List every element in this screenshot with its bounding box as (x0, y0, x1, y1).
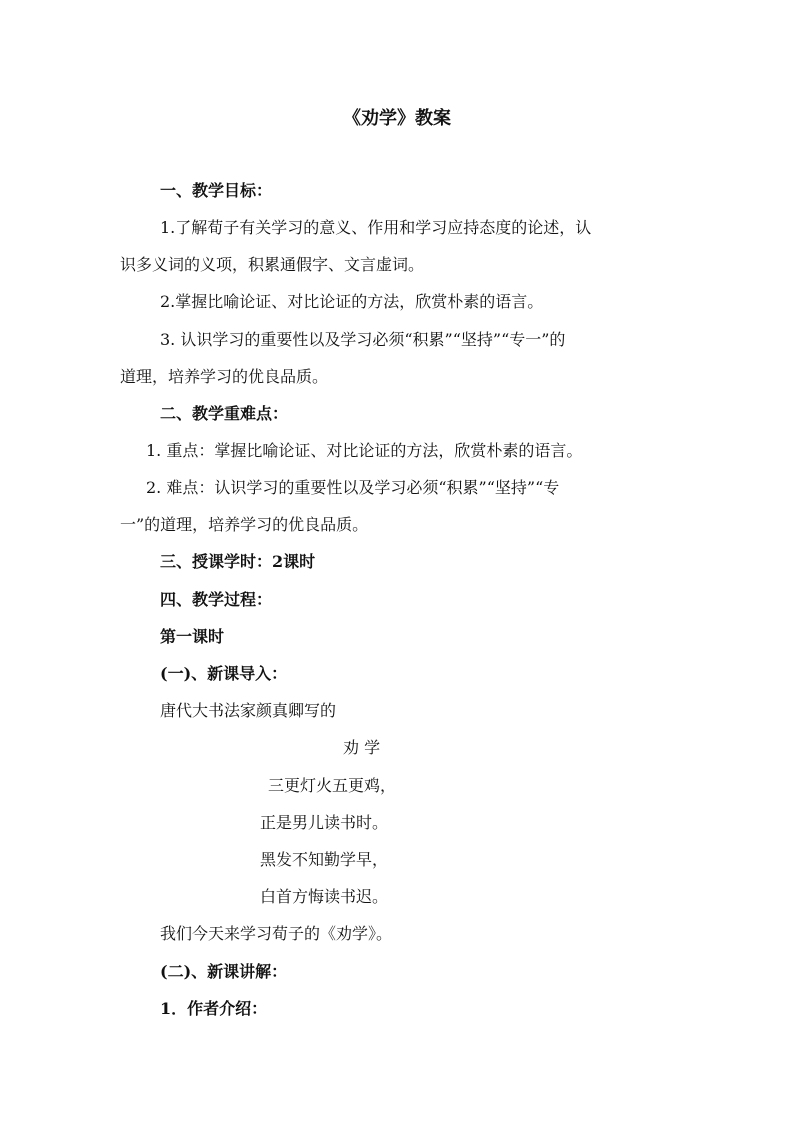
goals-item1-line2: 识多义词的义项，积累通假字、文言虚词。 (120, 255, 425, 274)
intro-end: 我们今天来学习荀子的《劝学》。 (160, 924, 393, 943)
hours-heading: 三、授课学时：2课时 (160, 552, 316, 571)
lecture-heading: (二)、新课讲解： (160, 962, 288, 981)
intro-heading: (一)、新课导入： (160, 664, 288, 683)
poem-title: 劝 学 (343, 738, 381, 757)
intro-text: 唐代大书法家颜真卿写的 (160, 701, 337, 720)
poem-line-1: 三更灯火五更鸡， (268, 776, 397, 795)
goals-heading: 一、教学目标： (160, 181, 273, 200)
author-heading: 1．作者介绍： (160, 999, 268, 1018)
poem-line-4: 白首方悔读书迟。 (260, 887, 389, 906)
goals-item1-line1: 1.了解荀子有关学习的意义、作用和学习应持态度的论述，认 (160, 218, 592, 237)
document-title: 《劝学》教案 (343, 108, 451, 129)
goals-item2: 2.掌握比喻论证、对比论证的方法，欣赏朴素的语言。 (160, 292, 544, 311)
key-points-item2-line1: 2. 难点：认识学习的重要性以及学习必须“积累”“坚持”“专 (146, 478, 560, 497)
process-heading: 四、教学过程： (160, 590, 273, 609)
key-points-item1: 1. 重点：掌握比喻论证、对比论证的方法，欣赏朴素的语言。 (146, 441, 583, 460)
goals-item3-line1: 3. 认识学习的重要性以及学习必须“积累”“坚持”“专一”的 (160, 330, 566, 349)
goals-item3-line2: 道理，培养学习的优良品质。 (120, 367, 329, 386)
key-points-heading: 二、教学重难点： (160, 404, 289, 423)
poem-line-3: 黑发不知勤学早， (260, 850, 389, 869)
poem-line-2: 正是男儿读书时。 (260, 813, 389, 832)
key-points-item2-line2: 一”的道理，培养学习的优良品质。 (120, 515, 369, 534)
lesson1-heading: 第一课时 (160, 627, 225, 646)
